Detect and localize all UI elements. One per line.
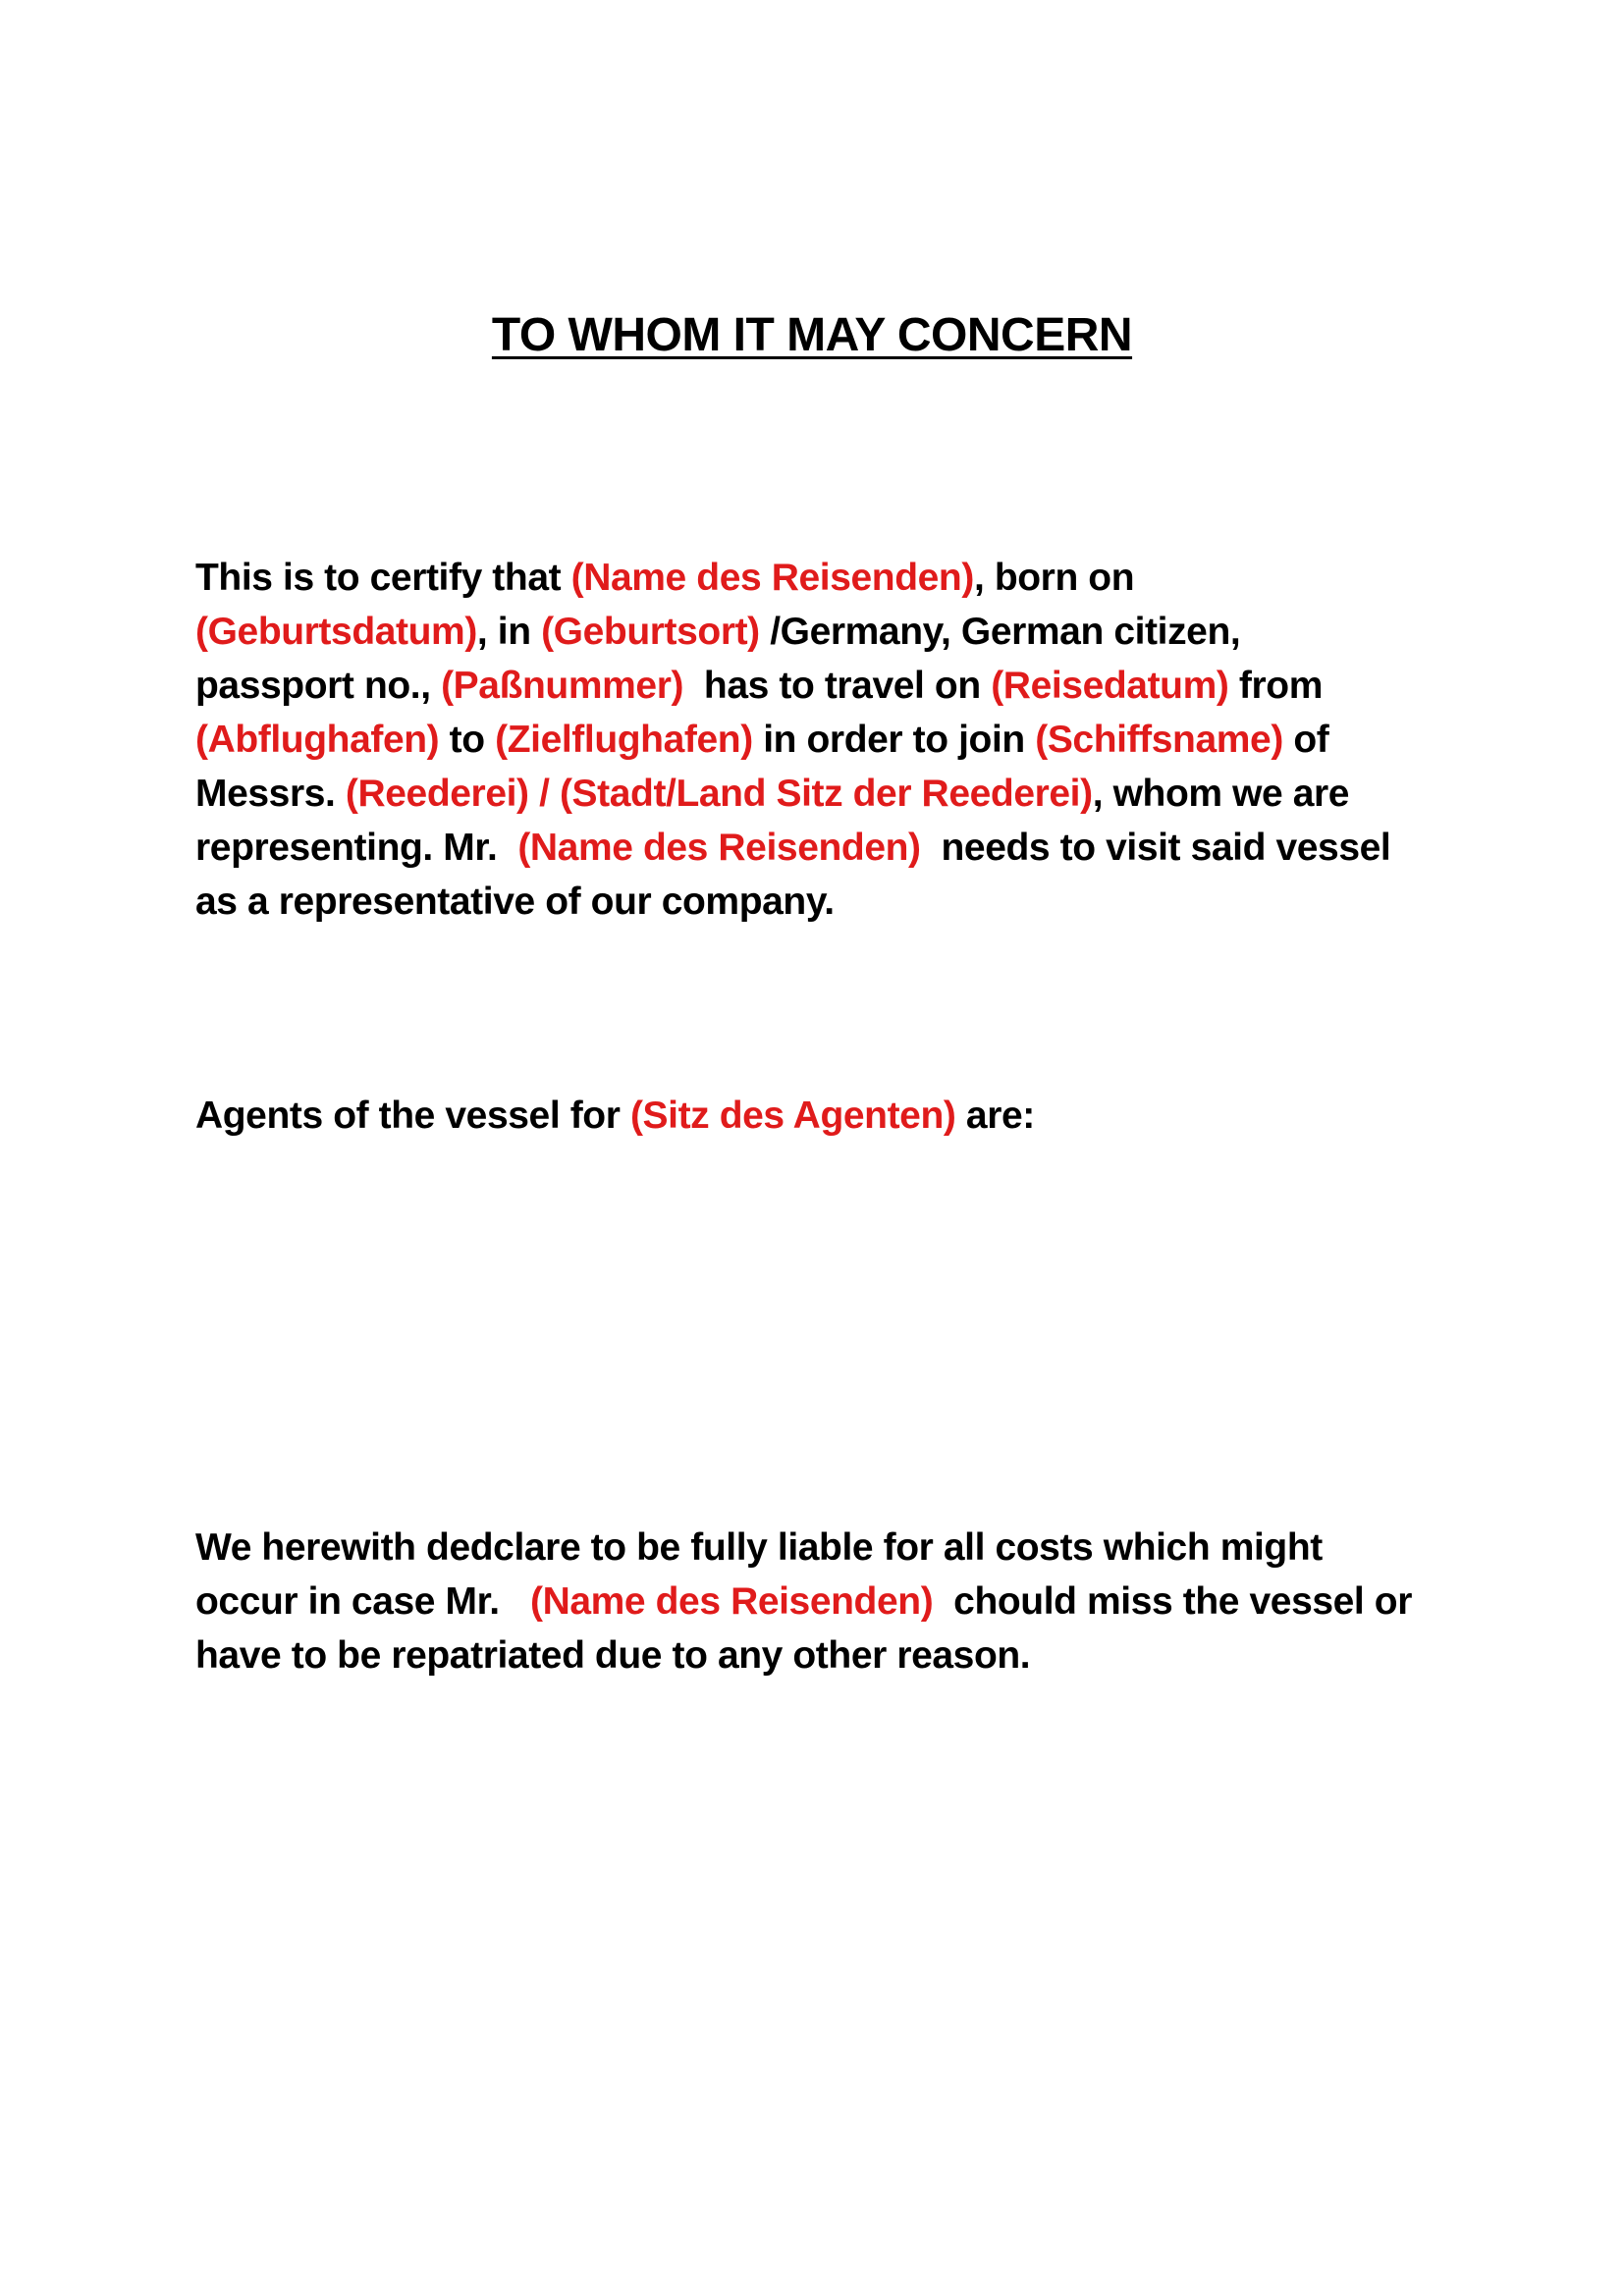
static-text: , in bbox=[476, 611, 542, 653]
static-text: from bbox=[1228, 665, 1323, 707]
text-line bbox=[195, 1521, 1462, 1575]
static-text: of bbox=[1282, 719, 1329, 761]
static-text: representing. Mr. bbox=[195, 827, 518, 869]
document-title: TO WHOM IT MAY CONCERN bbox=[491, 309, 1133, 361]
static-text: This is to certify that bbox=[195, 557, 571, 599]
static-text: /Germany, German citizen, bbox=[759, 611, 1241, 653]
text-line bbox=[195, 1629, 1462, 1682]
static-text: needs to visit said vessel bbox=[920, 827, 1391, 869]
agents-paragraph bbox=[195, 1089, 1462, 1143]
placeholder-field: (Name des Reisenden) bbox=[517, 827, 921, 869]
text-line bbox=[195, 1089, 1462, 1143]
static-text: has to travel on bbox=[683, 665, 992, 707]
static-text: have to be repatriated due to any other reason. bbox=[195, 1634, 1031, 1677]
static-text: in order to join bbox=[752, 719, 1036, 761]
placeholder-field: (Name des Reisenden) bbox=[570, 557, 974, 599]
text-line bbox=[195, 821, 1462, 875]
placeholder-field: (Schiffsname) bbox=[1035, 719, 1283, 761]
static-text: Agents of the vessel for bbox=[195, 1095, 630, 1137]
placeholder-field: (Geburtsdatum) bbox=[195, 611, 477, 653]
static-text: We herewith dedclare to be fully liable for all costs which might bbox=[195, 1526, 1323, 1569]
static-text: , whom we are bbox=[1092, 773, 1350, 815]
certification-paragraph bbox=[195, 551, 1462, 929]
static-text: to bbox=[439, 719, 496, 761]
placeholder-field: (Abflughafen) bbox=[195, 719, 440, 761]
placeholder-field: (Paßnummer) bbox=[441, 665, 684, 707]
static-text: Messrs. bbox=[195, 773, 346, 815]
text-line bbox=[195, 659, 1462, 713]
static-text: chould miss the vessel or bbox=[933, 1580, 1413, 1623]
text-line bbox=[195, 605, 1462, 659]
placeholder-field: (Reisedatum) bbox=[991, 665, 1229, 707]
liability-paragraph bbox=[195, 1521, 1462, 1682]
placeholder-field: (Name des Reisenden) bbox=[529, 1580, 934, 1623]
placeholder-field: (Reederei) / (Stadt/Land Sitz der Reederei) bbox=[345, 773, 1093, 815]
text-line bbox=[195, 767, 1462, 821]
placeholder-field: (Geburtsort) bbox=[541, 611, 760, 653]
static-text: are: bbox=[955, 1095, 1035, 1137]
text-line bbox=[195, 713, 1462, 767]
static-text: , born on bbox=[973, 557, 1135, 599]
static-text: as a representative of our company. bbox=[195, 881, 835, 923]
text-line bbox=[195, 551, 1462, 605]
text-line bbox=[195, 875, 1462, 929]
placeholder-field: (Zielflughafen) bbox=[495, 719, 753, 761]
text-line bbox=[195, 1575, 1462, 1629]
placeholder-field: (Sitz des Agenten) bbox=[629, 1095, 956, 1137]
static-text: occur in case Mr. bbox=[195, 1580, 530, 1623]
static-text: passport no., bbox=[195, 665, 442, 707]
